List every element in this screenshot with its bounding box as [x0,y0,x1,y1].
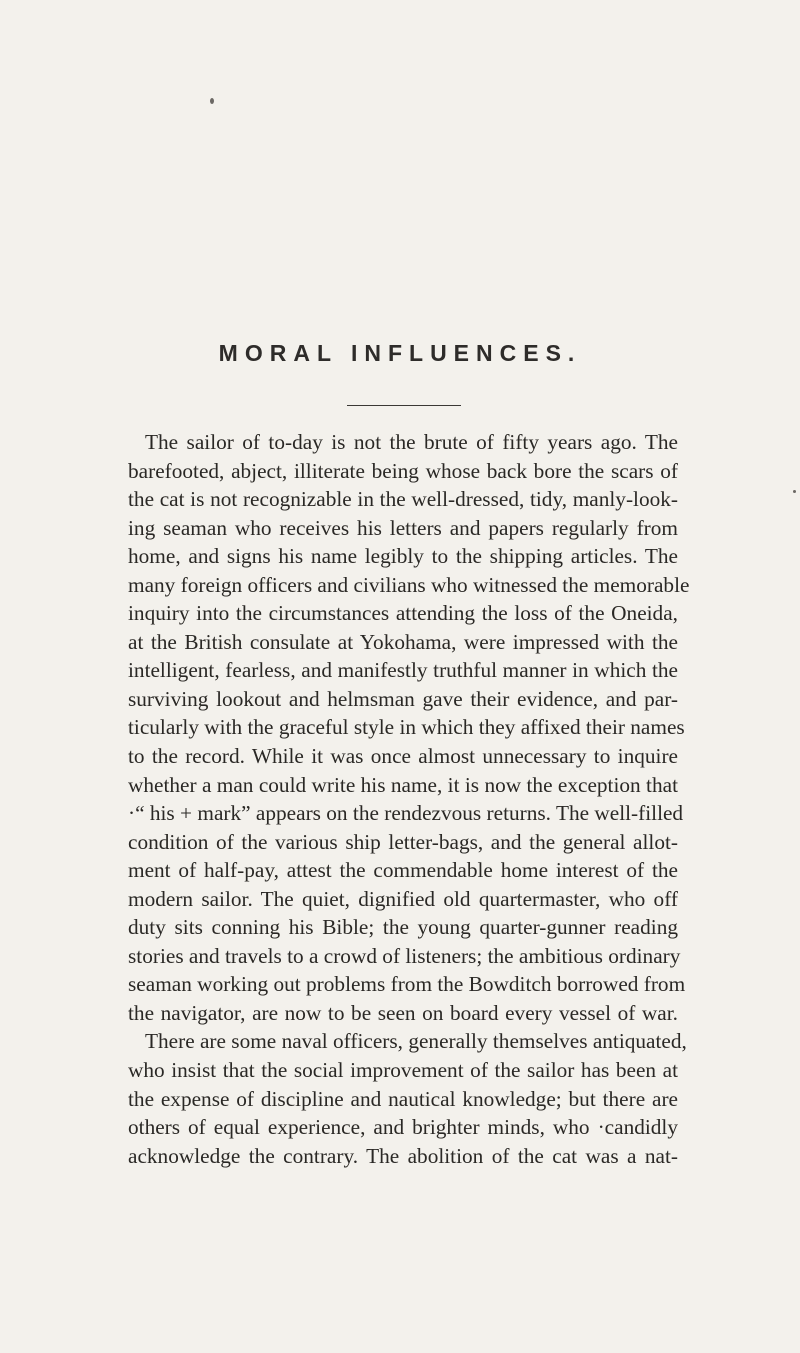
text-line: the cat is not recognizable in the well-dressed, tidy, manly-look- [128,487,678,512]
text-line: at the British consulate at Yokohama, were impressed with the [128,629,678,654]
text-line: the expense of discipline and nautical knowledge; but there are [128,1086,678,1111]
text-line: to the record. While it was once almost unnecessary to inquire [128,744,678,769]
text-line: whether a man could write his name, it is now the exception that [128,772,678,797]
text-line: home, and signs his name legibly to the shipping articles. The [128,544,678,569]
ink-speck [793,490,796,493]
text-line: barefooted, abject, illiterate being whose back bore the scars of [128,458,678,483]
text-line: inquiry into the circumstances attending the loss of the Oneida, [128,601,678,626]
text-line: ment of half-pay, attest the commendable home interest of the [128,858,678,883]
text-line: stories and travels to a crowd of listeners; the ambitious ordinary [128,943,681,968]
text-line: the navigator, are now to be seen on board every vessel of war. [128,1000,678,1025]
text-line: others of equal experience, and brighter minds, who ·candidly [128,1115,678,1140]
title-divider [347,405,461,406]
ink-speck [210,98,214,104]
chapter-title: MORAL INFLUENCES. [218,340,582,366]
text-line: ticularly with the graceful style in which they affixed their names [128,715,685,740]
text-line: condition of the various ship letter-bags, and the general allot- [128,829,678,854]
text-line: seaman working out problems from the Bowditch borrowed from [128,972,686,997]
text-line: surviving lookout and helmsman gave their evidence, and par- [128,686,678,711]
text-line: modern sailor. The quiet, dignified old quartermaster, who off [128,886,678,911]
chapter-body [128,428,690,1170]
paragraph [128,428,690,1027]
text-line: There are some naval officers, generally themselves antiquated, [145,1029,687,1054]
text-line: ·“ his + mark” appears on the rendezvous returns. The well-filled [128,801,684,826]
text-line: ing seaman who receives his letters and papers regularly from [128,515,678,540]
text-line: duty sits conning his Bible; the young quarter-gunner reading [128,915,678,940]
paragraph [128,1027,687,1170]
text-line: acknowledge the contrary. The abolition of the cat was a nat- [128,1143,678,1168]
text-line: The sailor of to-day is not the brute of fifty years ago. The [145,430,678,454]
text-line: who insist that the social improvement of the sailor has been at [128,1058,678,1083]
text-line: intelligent, fearless, and manifestly truthful manner in which the [128,658,678,683]
text-line: many foreign officers and civilians who witnessed the memorable [128,572,690,597]
